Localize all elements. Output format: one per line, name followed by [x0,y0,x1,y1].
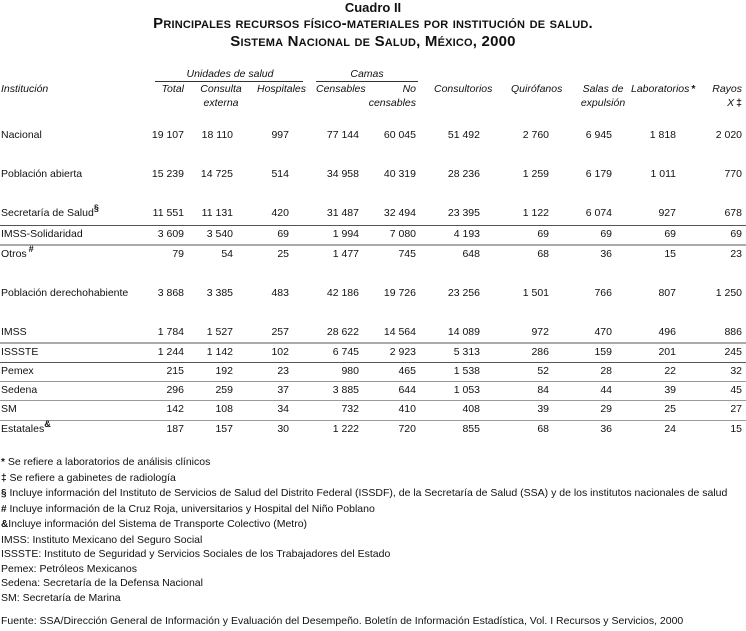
cell-censables: 28 622 [326,326,359,338]
cell-laboratorios: 22 [664,365,676,377]
cell-consultorios: 51 492 [447,129,480,141]
cell-hospitales: 257 [271,326,289,338]
table-row [0,401,746,417]
cell-total: 15 239 [151,168,184,180]
footnote-symbol: * [1,457,5,468]
table-row [0,246,746,262]
cell-consultorios: 28 236 [447,168,480,180]
cell-salas: 28 [600,365,612,377]
abbreviation: SM: Secretaría de Marina [1,591,121,604]
cell-rayos: 245 [724,346,742,358]
cell-no-censables: 60 045 [383,129,416,141]
group-header-camas: Camas [350,68,384,80]
footnote-text: Se refiere a gabinetes de radiología [9,471,176,484]
row-label: ISSSTE [1,346,39,358]
row-label: Pemex [1,365,34,377]
cell-rayos: 23 [730,248,742,260]
cell-total: 11 551 [152,207,184,219]
row-label [1,246,34,262]
cell-hospitales: 23 [277,365,289,377]
cell-laboratorios: 807 [658,287,676,299]
cell-salas: 69 [600,228,612,240]
cell-total: 296 [166,384,184,396]
cell-consultorios: 4 193 [453,228,480,240]
header-no-censables-2: censables [368,97,416,109]
cell-hospitales: 102 [271,346,289,358]
header-rayos: Rayos [712,83,742,95]
header-censables: Censables [316,83,366,95]
header-institucion: Institución [1,83,49,95]
cell-consulta: 18 110 [201,129,233,141]
cell-laboratorios: 39 [664,384,676,396]
cell-consulta: 259 [215,384,233,396]
cell-consulta: 1 142 [206,346,233,358]
cell-quirofanos: 1 259 [522,168,549,180]
cell-censables: 42 186 [326,287,359,299]
table-row [0,382,746,398]
cell-salas: 470 [594,326,612,338]
header-consulta: Consulta [200,83,242,95]
row-label [1,205,99,221]
cell-total: 215 [166,365,184,377]
cell-hospitales: 514 [271,168,289,180]
section-mark: § [93,203,99,213]
cell-consultorios: 1 053 [453,384,480,396]
table-title-line2: Sistema Nacional de Salud, México, 2000 [230,33,516,50]
cell-rayos: 770 [724,168,742,180]
cell-quirofanos: 68 [537,248,549,260]
header-rayos-x: X [727,97,735,109]
cell-laboratorios: 15 [664,248,676,260]
cell-hospitales: 25 [277,248,289,260]
cell-consultorios: 408 [462,403,480,415]
footnote-symbol: ‡ [1,472,7,484]
cell-salas: 36 [600,248,612,260]
cell-consultorios: 23 256 [447,287,480,299]
abbreviation: ISSSTE: Instituto de Seguridad y Servicios Sociales de los Trabajadores del Estado [1,548,391,560]
cell-quirofanos: 69 [537,228,549,240]
footnote-text: Incluye información del Sistema de Transporte Colectivo (Metro) [8,518,308,530]
header-no-censables: No [402,83,416,95]
double-dagger-mark: ‡ [736,97,742,109]
cell-total: 1 784 [157,326,184,338]
header-rayos-2 [700,97,742,109]
row-label: SM [1,403,17,415]
cell-no-censables: 32 494 [383,207,416,219]
cell-consultorios: 648 [462,248,480,260]
asterisk-mark: * [691,83,696,95]
cell-consulta: 192 [215,365,233,377]
header-salas: Salas de [582,83,624,95]
cell-total: 142 [166,403,184,415]
table-number: Cuadro II [344,0,402,15]
table-row [0,363,746,379]
hash-mark: # [28,244,34,254]
cell-laboratorios: 1 818 [649,129,676,141]
table-row [0,226,746,242]
abbreviation: IMSS: Instituto Mexicano del Seguro Social [1,533,203,546]
table-row [0,127,746,143]
row-label-text: Otros [1,248,27,260]
group-rule-unidades [155,81,303,82]
cell-salas: 6 179 [585,168,612,180]
cell-consultorios: 14 089 [447,326,480,338]
cell-salas: 44 [600,384,612,396]
cell-no-censables: 19 726 [383,287,416,299]
cell-no-censables: 644 [398,384,416,396]
cell-hospitales: 69 [277,228,289,240]
row-label: Sedena [1,384,38,396]
cell-quirofanos: 2 760 [522,129,549,141]
cell-hospitales: 37 [277,384,289,396]
cell-consulta: 1 527 [206,326,233,338]
cell-consultorios: 1 538 [453,365,480,377]
cell-hospitales: 34 [277,403,289,415]
cell-quirofanos: 52 [537,365,549,377]
cell-salas: 29 [600,403,612,415]
cell-consultorios: 23 395 [447,207,480,219]
table-row [0,421,746,437]
cell-quirofanos: 286 [531,346,549,358]
table-row [0,344,746,360]
row-label-text: Secretaría de Salud [1,207,94,219]
header-quirofanos: Quirófanos [511,83,563,95]
footnote-symbol: & [1,519,9,530]
cell-censables: 1 222 [332,423,359,435]
footnote-text: Incluye información del Instituto de Servicios de Salud del Distrito Federal (ISSDF), de la Secretaría de Salud (SSA) y de los institutos nacionales de salud [9,487,728,499]
cell-no-censables: 40 319 [383,168,416,180]
cell-salas: 766 [594,287,612,299]
cell-laboratorios: 69 [664,228,676,240]
cell-total: 3 609 [157,228,184,240]
cell-consultorios: 5 313 [453,346,480,358]
footnote [1,486,727,502]
header-hospitales: Hospitales [257,83,307,95]
cell-hospitales: 997 [271,129,289,141]
cell-consultorios: 855 [462,423,480,435]
cell-censables: 34 958 [326,168,359,180]
row-label: Población abierta [1,168,83,180]
cell-no-censables: 410 [398,403,416,415]
cell-rayos: 1 250 [715,287,742,299]
cell-quirofanos: 84 [537,384,549,396]
table-title-block [0,0,746,51]
footnote-symbol: § [1,488,7,499]
cell-consulta: 3 540 [206,228,233,240]
header-laboratorios [631,83,695,95]
cell-rayos: 2 020 [715,129,742,141]
cell-rayos: 69 [730,228,742,240]
cell-no-censables: 14 564 [383,326,416,338]
row-label: IMSS [1,326,27,338]
cell-quirofanos: 1 501 [522,287,549,299]
cell-laboratorios: 24 [664,423,676,435]
cell-censables: 31 487 [326,207,359,219]
cell-no-censables: 7 080 [389,228,416,240]
cell-laboratorios: 25 [664,403,676,415]
cell-hospitales: 483 [271,287,289,299]
cell-no-censables: 745 [398,248,416,260]
cell-consulta: 14 725 [200,168,233,180]
header-total: Total [161,83,184,95]
cell-quirofanos: 68 [537,423,549,435]
cell-laboratorios: 1 011 [650,168,676,180]
cell-no-censables: 720 [398,423,416,435]
cell-laboratorios: 201 [658,346,676,358]
cell-salas: 159 [594,346,612,358]
footnote [1,517,727,533]
cell-consulta: 11 131 [201,207,233,219]
footnote [1,455,727,471]
footnote-text: Incluye información de la Cruz Roja, universitarios y Hospital del Niño Poblano [9,502,375,515]
cell-censables: 980 [341,365,359,377]
cell-total: 79 [172,248,184,260]
cell-quirofanos: 39 [537,403,549,415]
cell-laboratorios: 927 [658,207,676,219]
cell-rayos: 32 [730,365,742,377]
ampersand-mark: & [44,419,51,429]
table-row [0,166,746,182]
cell-quirofanos: 1 122 [522,207,549,219]
cell-laboratorios: 496 [658,326,676,338]
cell-rayos: 15 [730,423,742,435]
cell-salas: 6 945 [585,129,612,141]
cell-rayos: 45 [730,384,742,396]
cell-rayos: 678 [724,207,742,219]
footnote-symbol: # [1,503,7,515]
table-row [0,205,746,221]
cell-consulta: 54 [221,248,233,260]
cell-censables: 1 477 [332,248,359,260]
cell-censables: 732 [341,403,359,415]
footnotes [1,455,727,605]
cell-censables: 77 144 [326,129,359,141]
header-consulta-2: externa [203,97,239,109]
header-salas-2: expulsión [580,97,626,109]
cell-total: 1 244 [157,346,184,358]
cell-consulta: 3 385 [206,287,233,299]
cell-no-censables: 465 [398,365,416,377]
footnote [1,502,727,518]
cell-censables: 3 885 [332,384,359,396]
row-label-text: Estatales [1,423,45,435]
header-consultorios: Consultorios [434,83,493,95]
cell-censables: 1 994 [332,228,359,240]
abbreviation: Pemex: Petróleos Mexicanos [1,562,137,575]
cell-quirofanos: 972 [531,326,549,338]
cell-no-censables: 2 923 [389,346,416,358]
cell-salas: 6 074 [585,207,612,219]
cell-total: 187 [166,423,184,435]
row-label: IMSS-Solidaridad [1,228,83,240]
cell-hospitales: 30 [277,423,289,435]
table-row [0,324,746,340]
cell-censables: 6 745 [332,346,359,358]
table-row [0,285,746,301]
cell-total: 19 107 [151,129,184,141]
cell-rayos: 886 [724,326,742,338]
header-laboratorios-label: Laboratorios [631,83,690,95]
cell-hospitales: 420 [271,207,289,219]
abbreviation: Sedena: Secretaría de la Defensa Nacional [1,577,203,589]
table-title-line1: Principales recursos físico-materiales por institución de salud. [153,15,593,32]
source-citation: Fuente: SSA/Dirección General de Información y Evaluación del Desempeño. Boletín de Información Estadística, Vol. I Recursos y Servicios, 2000 [1,615,684,627]
group-header-unidades: Unidades de salud [186,68,274,80]
footnote-text: Se refiere a laboratorios de análisis clínicos [7,456,211,468]
row-label: Nacional [1,129,42,141]
cell-consulta: 157 [215,423,233,435]
group-rule-camas [316,81,418,82]
cell-salas: 36 [600,423,612,435]
row-label: Población derechohabiente [1,287,129,299]
footnote [1,471,727,487]
cell-consulta: 108 [215,403,233,415]
cell-rayos: 27 [730,403,742,415]
cell-total: 3 868 [157,287,184,299]
row-label [1,421,51,437]
